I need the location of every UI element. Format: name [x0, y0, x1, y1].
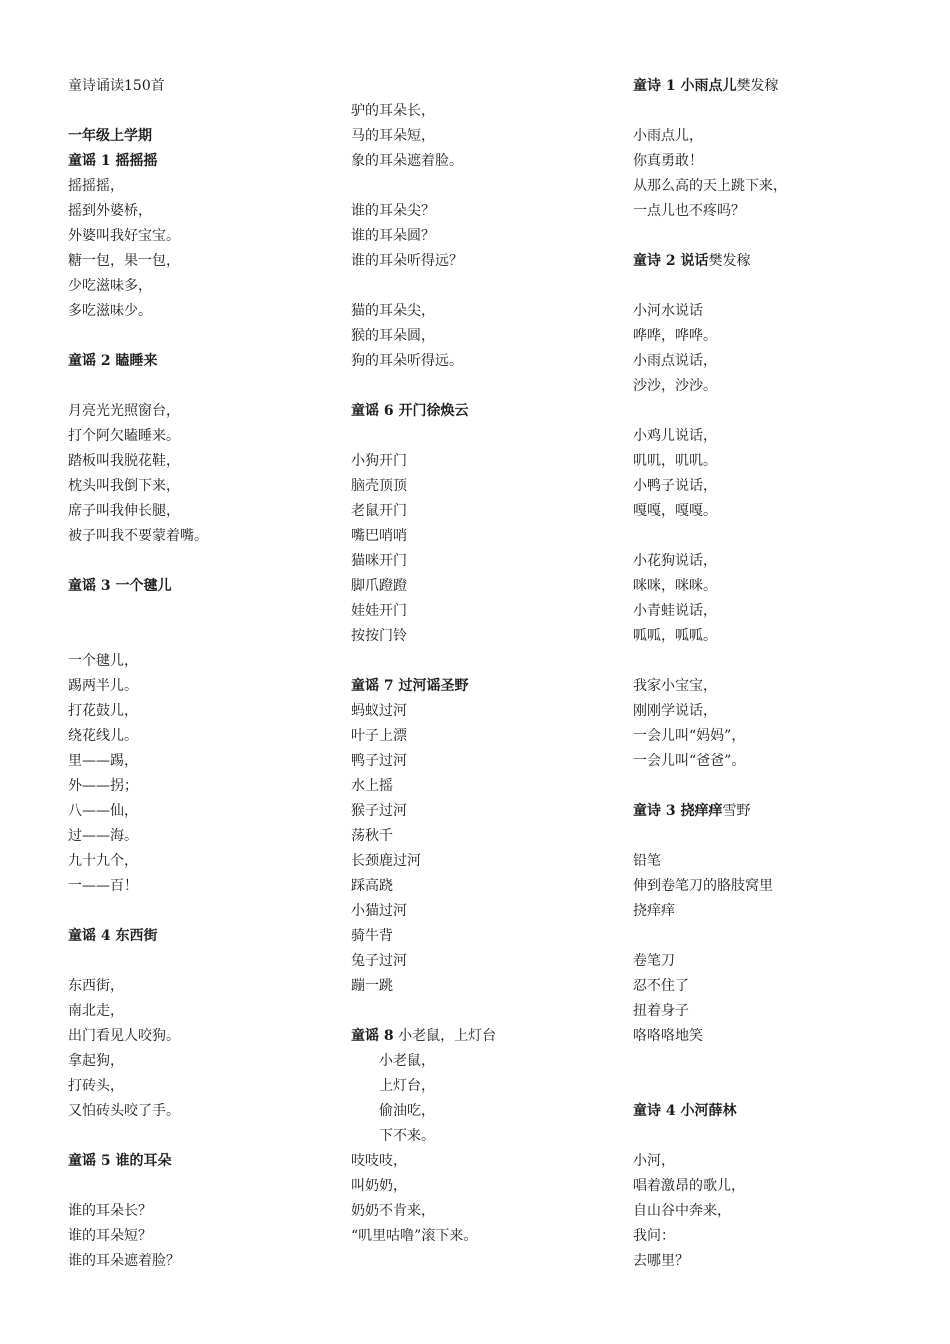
poem-line: 谁的耳朵遮着脸？	[68, 1253, 180, 1269]
poem-line: 卷笔刀	[633, 953, 675, 969]
poem-line: 马的耳朵短，	[351, 128, 435, 144]
poem-line: 小花狗说话，	[633, 553, 717, 569]
poem-line: 脚爪蹬蹬	[351, 578, 407, 594]
blank-line	[351, 999, 496, 1024]
poem-line: 唱着激昂的歌儿，	[633, 1178, 745, 1194]
poem-line: 小老鼠，	[379, 1053, 435, 1069]
poem-line: 我家小宝宝，	[633, 678, 717, 694]
poem-line: 一会儿叫“爸爸”。	[633, 753, 746, 769]
poem-title: 童谣 5 谁的耳朵	[68, 1153, 172, 1169]
poem-line: 鸭子过河	[351, 753, 407, 769]
poem-line: 忍不住了	[633, 978, 689, 994]
column-right	[633, 74, 787, 1274]
poem-line: 铅笔	[633, 853, 661, 869]
blank-line	[68, 1174, 208, 1199]
blank-line	[633, 224, 787, 249]
poem-line: 踏板叫我脱花鞋，	[68, 453, 180, 469]
document-title: 童诗诵读150首	[68, 78, 165, 94]
blank-line	[68, 599, 208, 624]
poem-line: 扭着身子	[633, 1003, 689, 1019]
poem-title	[351, 1024, 496, 1049]
blank-line	[633, 924, 787, 949]
poem-line: 骑牛背	[351, 928, 393, 944]
poem-line: 小河，	[633, 1153, 675, 1169]
poem-line: 一会儿叫“妈妈”，	[633, 728, 746, 744]
poem-line: 打砖头，	[68, 1078, 124, 1094]
poem-line: 我问：	[633, 1228, 675, 1244]
poem-line: 咯咯咯地笑	[633, 1028, 703, 1044]
poem-line: 荡秋千	[351, 828, 393, 844]
poem-line: 叫奶奶，	[351, 1178, 407, 1194]
column-left	[68, 74, 208, 1274]
poem-line: 打花鼓儿，	[68, 703, 138, 719]
poem-line: 叽叽，叽叽。	[633, 453, 717, 469]
poem-line: 嘴巴哨哨	[351, 528, 407, 544]
poem-line: 谁的耳朵短？	[68, 1228, 152, 1244]
poem-line: 象的耳朵遮着脸。	[351, 153, 463, 169]
poem-line: 按按门铃	[351, 628, 407, 644]
poem-line: 脑壳顶顶	[351, 478, 407, 494]
poem-line: 驴的耳朵长，	[351, 103, 435, 119]
poem-line: 踩高跷	[351, 878, 393, 894]
poem-line: 上灯台，	[379, 1078, 435, 1094]
poem-line: 叶子上漂	[351, 728, 407, 744]
poem-line: 小狗开门	[351, 453, 407, 469]
poem-line: 猴子过河	[351, 803, 407, 819]
poem-line: 南北走，	[68, 1003, 124, 1019]
poem-title: 童谣 7 过河谣圣野	[351, 678, 469, 694]
poem-title	[633, 74, 787, 99]
blank-line	[351, 374, 496, 399]
poem-line: 小雨点说话，	[633, 353, 717, 369]
blank-line	[633, 1074, 787, 1099]
poem-line: 吱吱吱，	[351, 1153, 407, 1169]
poem-line: 打个阿欠瞌睡来。	[68, 428, 180, 444]
column-middle	[351, 99, 496, 1249]
poem-line: 老鼠开门	[351, 503, 407, 519]
blank-line	[68, 324, 208, 349]
poem-line: 哗哗，哗哗。	[633, 328, 717, 344]
blank-line	[68, 899, 208, 924]
blank-line	[351, 649, 496, 674]
poem-title-text: 童诗 3 挠痒痒	[633, 803, 723, 819]
poem-line: 嘎嘎，嘎嘎。	[633, 503, 717, 519]
blank-line	[68, 949, 208, 974]
poem-line: 谁的耳朵圆？	[351, 228, 435, 244]
poem-author: 樊发稼	[708, 253, 751, 269]
poem-line: 蹦一跳	[351, 978, 393, 994]
poem-line: 月亮光光照窗台，	[68, 403, 180, 419]
poem-line: 从那么高的天上跳下来，	[633, 178, 787, 194]
poem-line: 呱呱，呱呱。	[633, 628, 717, 644]
blank-line	[633, 274, 787, 299]
poem-line: 出门看见人咬狗。	[68, 1028, 180, 1044]
poem-line: 少吃滋味多，	[68, 278, 152, 294]
poem-line: 娃娃开门	[351, 603, 407, 619]
poem-title: 童谣 3 一个毽儿	[68, 578, 172, 594]
poem-line: 刚刚学说话，	[633, 703, 717, 719]
poem-author: 雪野	[722, 803, 751, 819]
poem-title	[633, 249, 787, 274]
poem-line: 里——踢，	[68, 753, 138, 769]
blank-line	[633, 1124, 787, 1149]
blank-line	[351, 424, 496, 449]
blank-line	[68, 624, 208, 649]
poem-line: 多吃滋味少。	[68, 303, 152, 319]
poem-line: 长颈鹿过河	[351, 853, 421, 869]
poem-line: 又怕砖头咬了手。	[68, 1103, 180, 1119]
poem-title: 童诗 4 小河薛林	[633, 1103, 737, 1119]
poem-line: 摇到外婆桥，	[68, 203, 152, 219]
blank-line	[633, 1049, 787, 1074]
poem-line: 兔子过河	[351, 953, 407, 969]
blank-line	[68, 374, 208, 399]
poem-line: 席子叫我伸长腿，	[68, 503, 180, 519]
poem-line: 八——仙，	[68, 803, 138, 819]
poem-line: 伸到卷笔刀的胳肢窝里	[633, 878, 773, 894]
poem-author: 樊发稼	[736, 78, 779, 94]
poem-title-number: 童谣 8	[351, 1028, 394, 1044]
poem-line: 小河水说话	[633, 303, 703, 319]
blank-line	[351, 274, 496, 299]
poem-line: 谁的耳朵尖？	[351, 203, 435, 219]
poem-title-text: 童诗 1 小雨点儿	[633, 78, 737, 94]
poem-line: 过——海。	[68, 828, 138, 844]
poem-title	[633, 799, 787, 824]
poem-line: 小青蛙说话，	[633, 603, 717, 619]
poem-line: 一点儿也不疼吗？	[633, 203, 745, 219]
poem-line: 奶奶不肯来，	[351, 1203, 435, 1219]
poem-line: 小雨点儿，	[633, 128, 703, 144]
blank-line	[633, 99, 787, 124]
grade-heading: 一年级上学期	[68, 128, 152, 144]
poem-line: 绕花线儿。	[68, 728, 138, 744]
blank-line	[633, 399, 787, 424]
poem-line: 小鸭子说话，	[633, 478, 717, 494]
poem-line: 一个毽儿，	[68, 653, 138, 669]
poem-line: 枕头叫我倒下来，	[68, 478, 180, 494]
poem-line: 猫的耳朵尖，	[351, 303, 435, 319]
poem-line: 下不来。	[379, 1128, 435, 1144]
poem-line: 你真勇敢！	[633, 153, 703, 169]
blank-line	[68, 1124, 208, 1149]
poem-line: 谁的耳朵长？	[68, 1203, 152, 1219]
blank-line	[68, 99, 208, 124]
blank-line	[633, 524, 787, 549]
poem-line: 九十九个，	[68, 853, 138, 869]
poem-line: 踢两半儿。	[68, 678, 138, 694]
poem-line: 小鸡儿说话，	[633, 428, 717, 444]
poem-line: 猫咪开门	[351, 553, 407, 569]
poem-line: 去哪里？	[633, 1253, 689, 1269]
poem-line: 自山谷中奔来，	[633, 1203, 731, 1219]
blank-line	[633, 824, 787, 849]
poem-line: 东西街，	[68, 978, 124, 994]
poem-line: 小猫过河	[351, 903, 407, 919]
poem-line: 水上摇	[351, 778, 393, 794]
poem-line: 糖一包，果一包，	[68, 253, 180, 269]
poem-line: 狗的耳朵听得远。	[351, 353, 463, 369]
poem-line: 蚂蚁过河	[351, 703, 407, 719]
poem-line: “叽里咕噜”滚下来。	[351, 1228, 478, 1244]
blank-line	[633, 774, 787, 799]
blank-line	[351, 174, 496, 199]
poem-title: 童谣 1 摇摇摇	[68, 153, 158, 169]
poem-line: 摇摇摇，	[68, 178, 124, 194]
poem-line: 猴的耳朵圆，	[351, 328, 435, 344]
poem-title: 童谣 4 东西街	[68, 928, 158, 944]
blank-line	[633, 649, 787, 674]
poem-title: 童谣 2 瞌睡来	[68, 353, 158, 369]
poem-title-text: 童诗 2 说话	[633, 253, 709, 269]
poem-line: 沙沙，沙沙。	[633, 378, 717, 394]
poem-line: 挠痒痒	[633, 903, 675, 919]
poem-line: 偷油吃，	[379, 1103, 435, 1119]
poem-title: 童谣 6 开门徐焕云	[351, 403, 469, 419]
poem-line: 谁的耳朵听得远？	[351, 253, 463, 269]
poem-line: 外——拐；	[68, 778, 138, 794]
blank-line	[68, 549, 208, 574]
poem-line: 一——百！	[68, 878, 138, 894]
poem-line: 咪咪，咪咪。	[633, 578, 717, 594]
poem-line: 被子叫我不要蒙着嘴。	[68, 528, 208, 544]
poem-line: 外婆叫我好宝宝。	[68, 228, 180, 244]
poem-line: 拿起狗，	[68, 1053, 124, 1069]
poem-title-text: 小老鼠，上灯台	[393, 1028, 497, 1044]
